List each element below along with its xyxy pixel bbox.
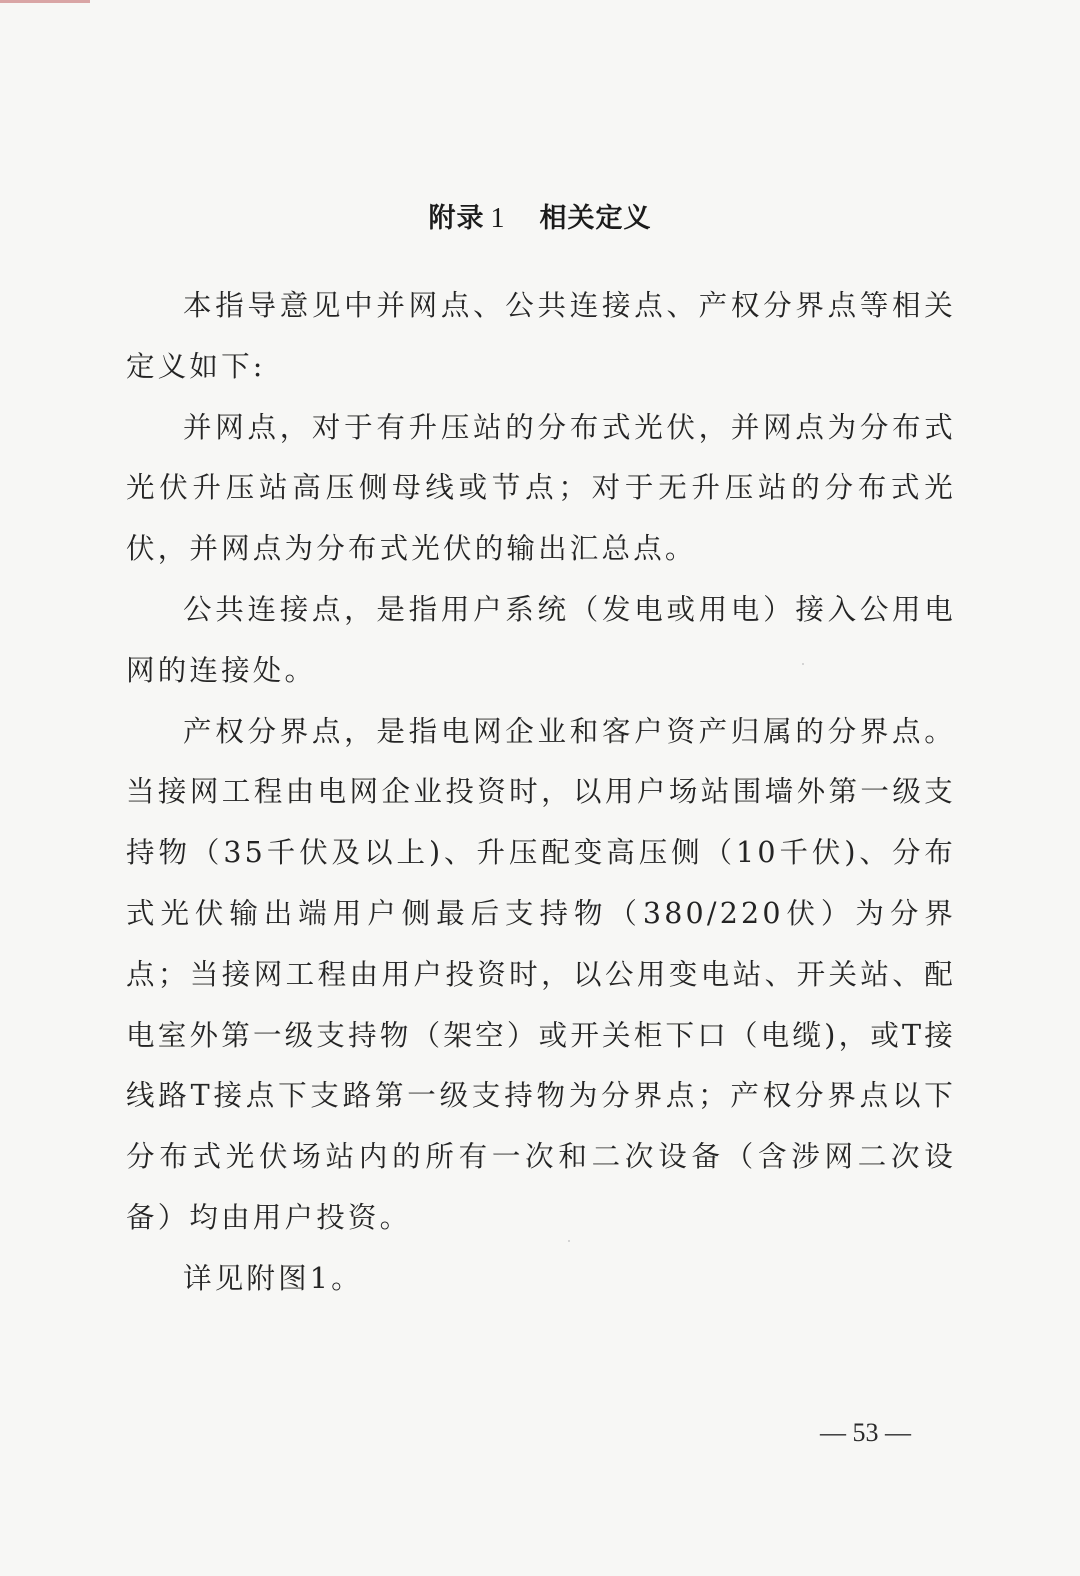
scan-speck: [802, 663, 804, 665]
scan-speck: [568, 1240, 570, 1242]
paragraph-property-boundary-point: 产权分界点，是指电网企业和客户资产归属的分界点。当接网工程由电网企业投资时，以用户场站围墙外第一级支持物（35千伏及以上)、升压配变高压侧（10千伏)、分布式光伏输出端用户侧最后支持物（380/220伏）为分界点；当接网工程由用户投资时，以公用变电站、开关站、配电室外第一级支持物（架空）或开关柜下口（电缆)，或T接线路T接点下支路第一级支持物为分界点；产权分界点以下分布式光伏场站内的所有一次和二次设备（含涉网二次设备）均由用户投资。: [126, 714, 956, 1234]
page-title: [0, 196, 1080, 235]
paragraph-see-figure: 详见附图1。: [183, 1261, 363, 1295]
corner-mark: [0, 0, 90, 3]
document-body: [126, 276, 956, 1310]
paragraph-grid-connection-point: 并网点，对于有升压站的分布式光伏，并网点为分布式光伏升压站高压侧母线或节点；对于无升压站的分布式光伏，并网点为分布式光伏的输出汇总点。: [126, 410, 956, 566]
paragraph-common-coupling-point: 公共连接点，是指用户系统（发电或用电）接入公用电网的连接处。: [126, 592, 956, 687]
title-text: 相关定义: [539, 203, 652, 234]
paragraph-intro: 本指导意见中并网点、公共连接点、产权分界点等相关定义如下:: [126, 289, 956, 383]
page-number: — 53 —: [820, 1418, 911, 1447]
title-prefix: 附录: [428, 203, 485, 234]
title-number: 1: [490, 203, 506, 234]
